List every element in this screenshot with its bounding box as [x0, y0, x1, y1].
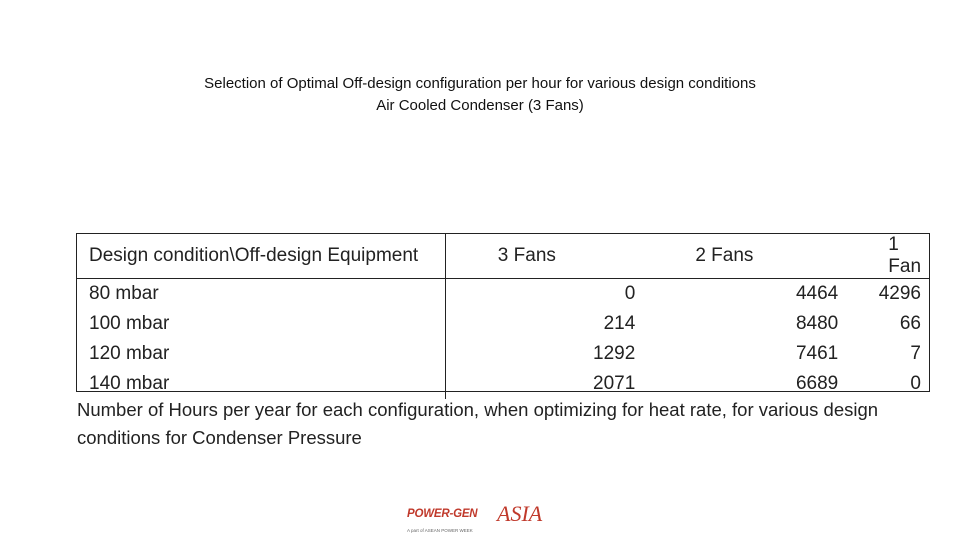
column-header: 3 Fans	[445, 234, 637, 279]
table-cell: 4464	[795, 283, 839, 304]
table-cell: 66	[899, 313, 921, 334]
table-cell: 0	[910, 373, 921, 394]
slide-title	[0, 73, 960, 117]
table-row	[77, 369, 929, 399]
table-cell: 1292	[593, 343, 636, 364]
hours-table	[76, 233, 930, 392]
table-cell: 7	[910, 343, 921, 364]
table-cell: 80 mbar	[77, 279, 445, 310]
table-row	[77, 309, 929, 339]
table-cell: 100 mbar	[77, 309, 445, 339]
column-header: 2 Fans	[637, 234, 840, 279]
column-header: 1 Fan	[840, 234, 929, 279]
column-header: Design condition\Off-design Equipment	[77, 234, 445, 279]
table-caption: Number of Hours per year for each configuration, when optimizing for heat rate, for various design conditions for Condenser Pressure	[77, 399, 879, 448]
table-cell: 140 mbar	[77, 369, 445, 399]
table-cell: 2071	[593, 373, 636, 394]
logo-brand: POWER-GEN	[407, 508, 478, 520]
table-row	[77, 279, 929, 310]
slide-title-line-1: Selection of Optimal Off-design configuration per hour for various design conditions	[204, 75, 756, 92]
table-cell: 6689	[795, 373, 839, 394]
table-cell: 214	[603, 313, 636, 334]
table-cell: 4296	[878, 283, 921, 304]
table-header-row	[77, 234, 929, 279]
table-cell: 7461	[795, 343, 839, 364]
table-cell: 120 mbar	[77, 339, 445, 369]
logo-region: ASIA	[497, 501, 543, 526]
logo-tagline: A part of ASEAN POWER WEEK	[407, 528, 473, 533]
table-row	[77, 339, 929, 369]
table-cell: 8480	[795, 313, 839, 334]
table-cell: 0	[624, 283, 636, 304]
power-gen-asia-logo	[407, 500, 557, 540]
slide-title-line-2: Air Cooled Condenser (3 Fans)	[376, 97, 584, 114]
